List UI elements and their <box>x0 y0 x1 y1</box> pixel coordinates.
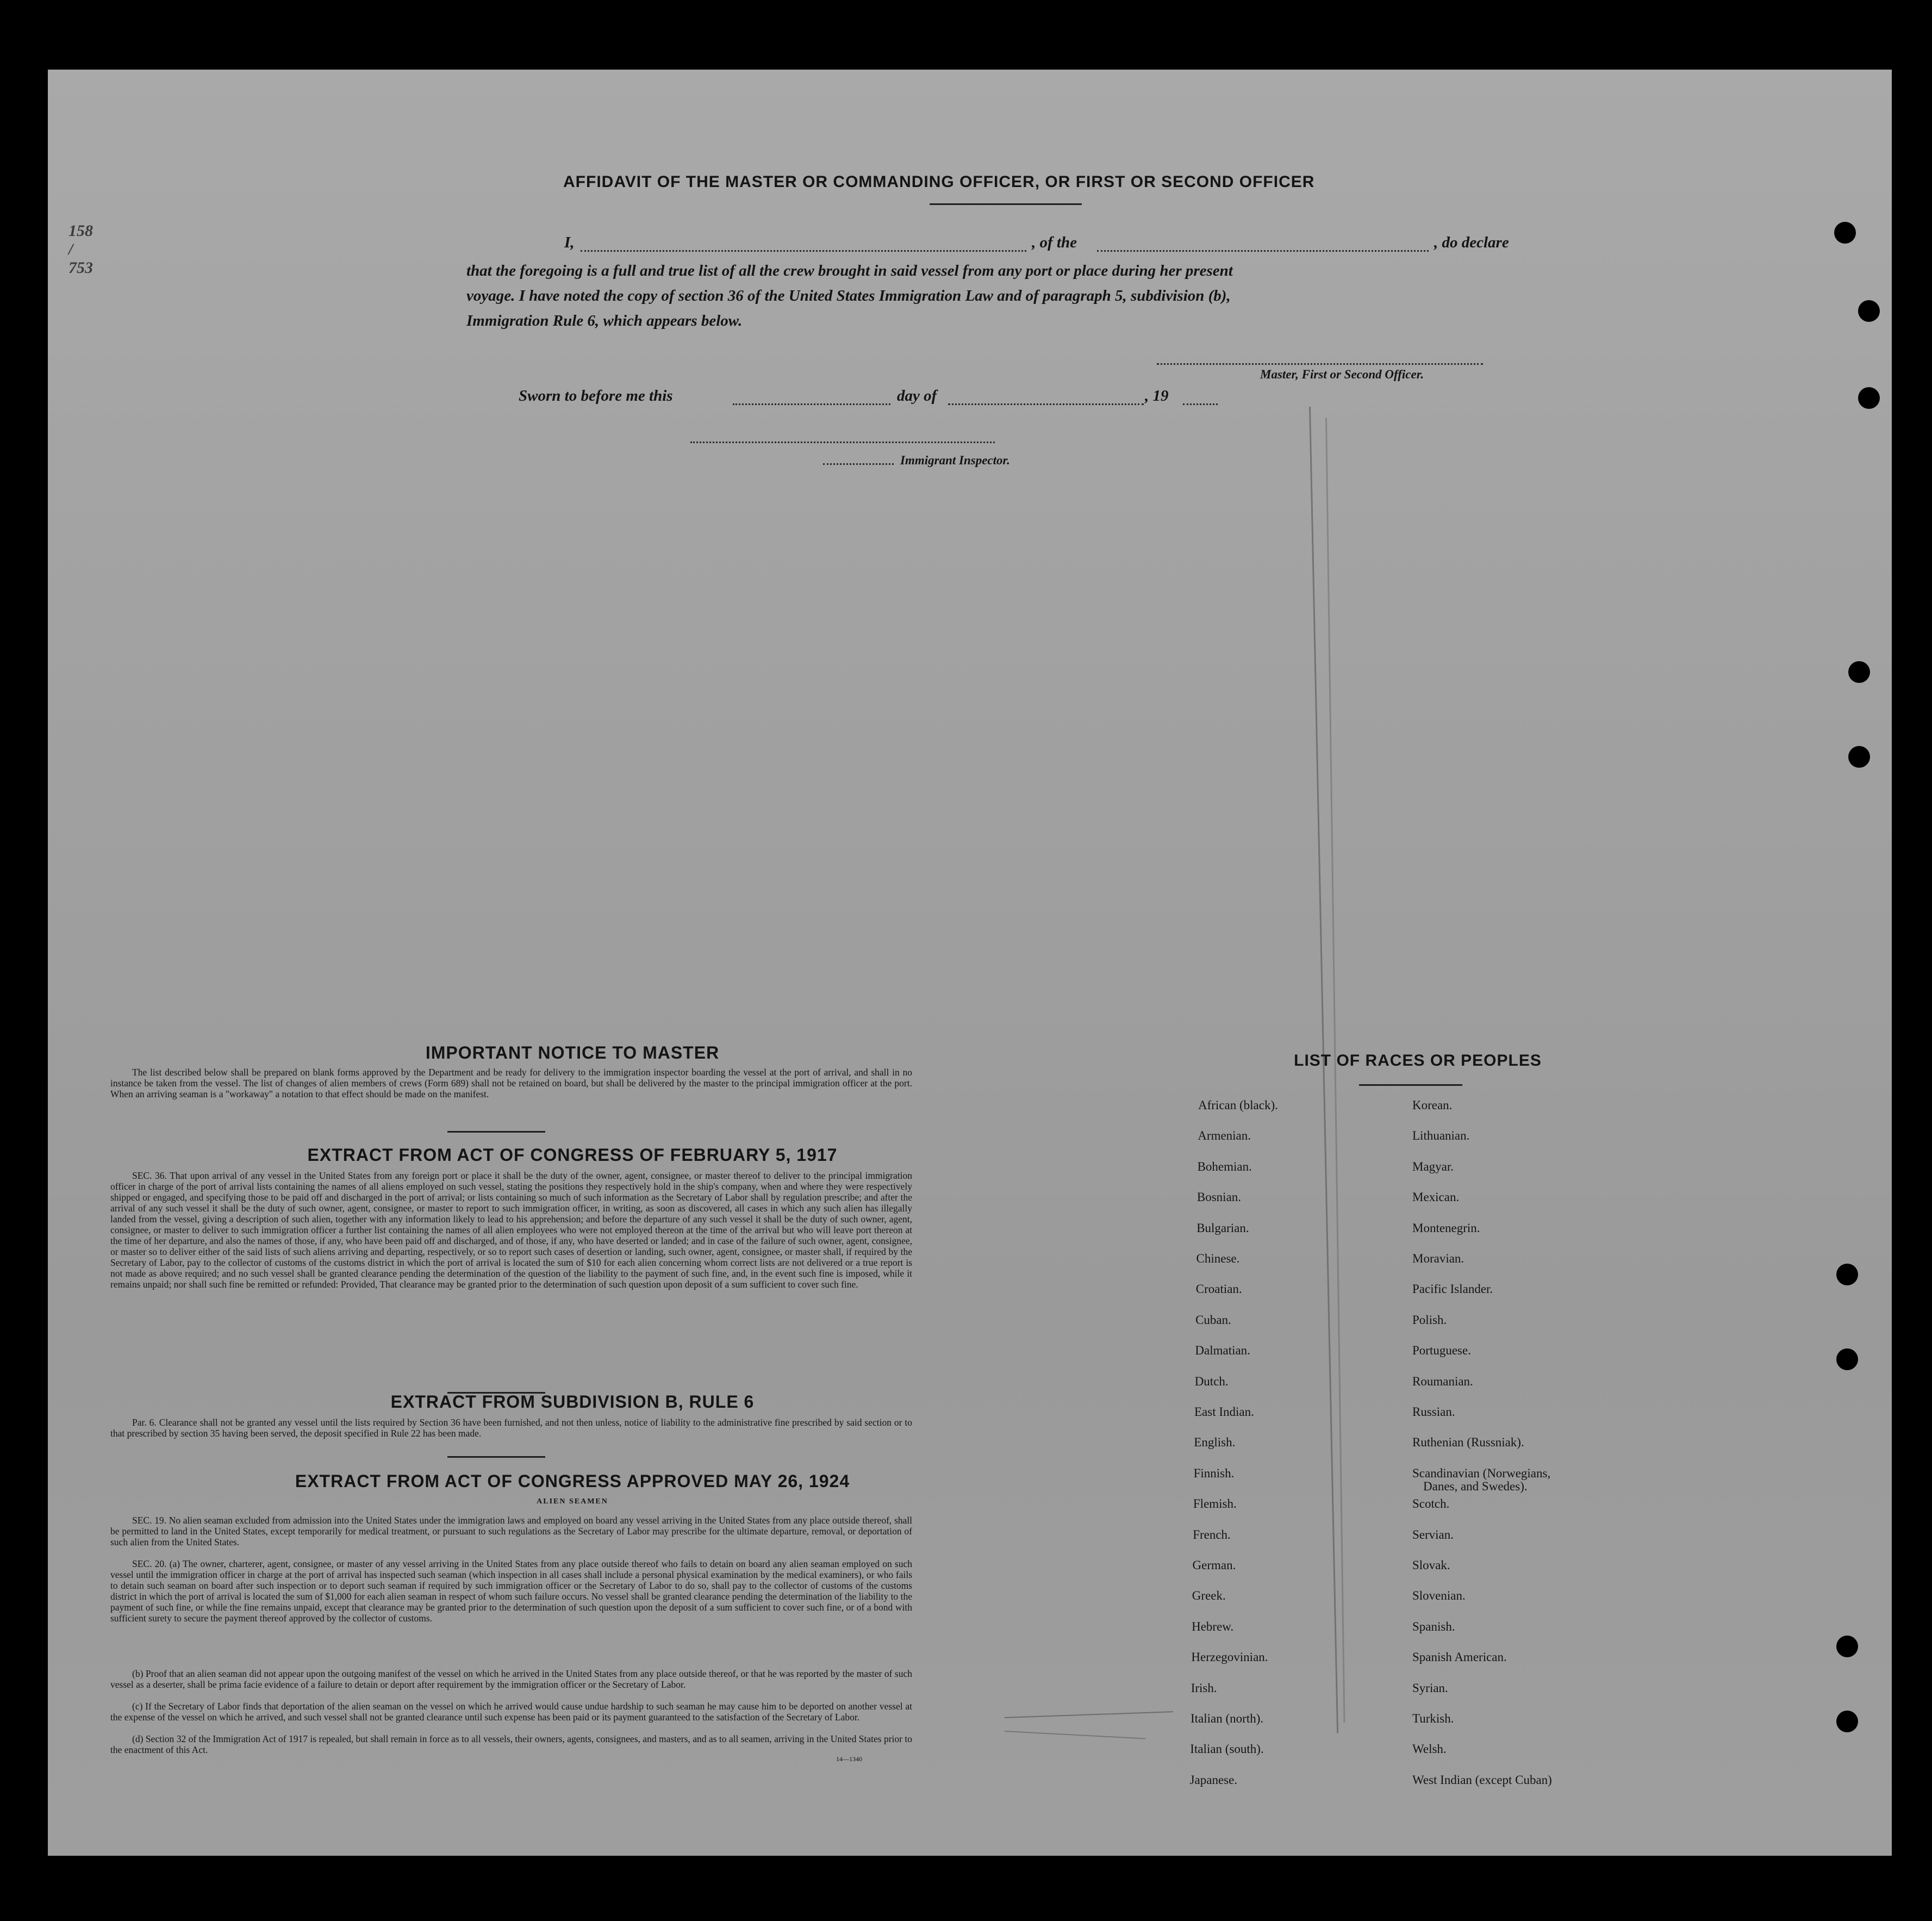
rule6-divider <box>447 1456 545 1458</box>
master-name-field[interactable] <box>581 250 1026 252</box>
affidavit-title: AFFIDAVIT OF THE MASTER OR COMMANDING OFFICER, OR FIRST OR SECOND OFFICER <box>563 173 1315 191</box>
extract-1924-sec19: SEC. 19. No alien seaman excluded from admission into the United States under the immigration laws and employed on board any vessel arriving in the United States from any place outside thereof, shall be permitted to land in the United States, except temporarily for medical treatment, or pursuant to such regulations as the Secretary of Labor may prescribe for the ultimate departure, removal, or deportation of such alien from the United States. <box>110 1515 912 1547</box>
sworn-year: , 19 <box>1145 387 1169 405</box>
race-item: African (black). <box>1198 1098 1278 1112</box>
race-item: Irish. <box>1191 1681 1217 1695</box>
notice-divider <box>447 1131 545 1133</box>
punch-hole <box>1836 1264 1858 1285</box>
race-item: Dalmatian. <box>1195 1344 1250 1358</box>
alien-seamen-subtitle: ALIEN SEAMEN <box>537 1497 608 1506</box>
race-item: Servian. <box>1412 1527 1454 1541</box>
punch-hole <box>1836 1636 1858 1657</box>
inspector-signature-line[interactable] <box>690 442 995 443</box>
race-item: Hebrew. <box>1192 1619 1234 1633</box>
punch-hole <box>1836 1348 1858 1370</box>
race-item: Montenegrin. <box>1412 1221 1480 1235</box>
punch-hole <box>1858 387 1880 409</box>
race-item: Italian (south). <box>1190 1742 1264 1756</box>
punch-hole <box>1848 746 1870 768</box>
master-signature-line[interactable] <box>1157 363 1483 365</box>
race-item: English. <box>1194 1435 1236 1450</box>
race-item: Pacific Islander. <box>1412 1282 1493 1296</box>
race-item: Russian. <box>1412 1405 1455 1419</box>
race-item: West Indian (except Cuban) <box>1412 1773 1552 1787</box>
race-item: German. <box>1192 1558 1236 1572</box>
handwritten-scrawl <box>1005 1711 1173 1718</box>
race-item: Italian (north). <box>1191 1712 1264 1725</box>
race-item: Croatian. <box>1195 1282 1242 1296</box>
race-item: Chinese. <box>1196 1252 1240 1265</box>
extract-1924-sec20b: (b) Proof that an alien seaman did not appear upon the outgoing manifest of the vessel on which he arrived in the United States from any place outside thereof, or that he was reported by the master of such vessel as a deserter, shall be prima facie evidence of a failure to detain or deport after requirement by the immigration officer or the Secretary of Labor. <box>110 1668 912 1690</box>
punch-hole <box>1858 300 1880 322</box>
sworn-month-field[interactable] <box>948 403 1144 405</box>
race-item: Flemish. <box>1193 1497 1237 1511</box>
inspector-caption: Immigrant Inspector. <box>900 453 1010 467</box>
race-item: Syrian. <box>1412 1681 1448 1695</box>
affidavit-line-1 <box>564 234 1554 253</box>
race-item: Armenian. <box>1198 1129 1251 1143</box>
race-item: Scandinavian (Norwegians, <box>1412 1466 1551 1480</box>
sworn-text: Sworn to before me this <box>519 387 673 405</box>
race-item: Korean. <box>1412 1098 1453 1112</box>
race-item: Japanese. <box>1189 1773 1238 1787</box>
punch-hole <box>1848 661 1870 683</box>
master-signature-caption: Master, First or Second Officer. <box>1260 368 1424 381</box>
race-item: Ruthenian (Russniak). <box>1412 1435 1524 1450</box>
form-number: 14—1340 <box>836 1755 862 1763</box>
race-item: Polish. <box>1412 1313 1447 1327</box>
race-item: Dutch. <box>1194 1374 1229 1388</box>
race-item: East Indian. <box>1194 1405 1254 1419</box>
extract-1924-title: EXTRACT FROM ACT OF CONGRESS APPROVED MAY 26, 1924 <box>295 1471 850 1491</box>
punch-hole <box>1836 1711 1858 1732</box>
race-item: Bulgarian. <box>1196 1221 1249 1235</box>
affidavit-line-4: Immigration Rule 6, which appears below. <box>466 312 743 330</box>
race-item: French. <box>1193 1527 1231 1541</box>
punch-hole <box>1834 222 1856 244</box>
rule6-body: Par. 6. Clearance shall not be granted any vessel until the lists required by Section 36 have been furnished, and not then unless, notice of liability to the administrative fine prescribed by said section or to that prescribed by section 35 having been served, the deposit specified in Rule 22 has been made. <box>110 1417 912 1439</box>
affidavit-line-2: that the foregoing is a full and true list of all the crew brought in said vessel from any port or place during her present <box>466 262 1233 279</box>
race-item: Turkish. <box>1412 1712 1454 1725</box>
race-item: Moravian. <box>1412 1252 1464 1265</box>
race-item: Herzegovinian. <box>1191 1650 1268 1664</box>
race-item: Danes, and Swedes). <box>1423 1479 1528 1493</box>
sworn-day-of: day of <box>897 387 937 405</box>
sworn-line <box>519 387 1225 409</box>
rule6-title: EXTRACT FROM SUBDIVISION B, RULE 6 <box>390 1392 755 1412</box>
manifest-page <box>48 70 1892 1856</box>
affidavit-line-3: voyage. I have noted the copy of section 36 of the United States Immigration Law and of paragraph 5, subdivision (b), <box>466 287 1231 304</box>
extract-1924-sec20c: (c) If the Secretary of Labor finds that deportation of the alien seaman on the vessel on which he arrived would cause undue hardship to such seaman he may cause him to be deported on another vessel at the expense of the vessel on which he arrived, and such vessel shall not be granted clearance until such expense has been paid or its payment guaranteed to the satisfaction of the Secretary of Labor. <box>110 1701 912 1723</box>
race-item: Greek. <box>1192 1589 1226 1603</box>
sworn-day-field[interactable] <box>733 403 890 405</box>
affidavit-of-the: , of the <box>1032 234 1077 251</box>
extract-1917-body: SEC. 36. That upon arrival of any vessel in the United States from any foreign port or place it shall be the duty of the owner, agent, consignee, or master thereof to deliver to the principal immigration officer in charge of the port of arrival lists containing the names of all aliens employed on such vessel, stating the positions they respectively hold in the ship's company, when and where they were respectively shipped or engaged, and specifying those to be paid off and discharged in the port of arrival; or lists containing so much of such information as the Secretary of Labor shall by regulation prescribe; and after the arrival of any such vessel it shall be the duty of such owner, agent, consignee, or master to report to such immigration officer, in writing, as soon as discovered, all cases in which any such alien has illegally landed from the vessel, giving a description of such alien, together with any information likely to lead to his apprehension; and before the departure of any such vessel it shall be the duty of such owner, agent, consignee, or master to deliver to such immigration officer a further list containing the names of all alien employees who were not employed thereon at the time of the arrival but who will leave port thereon at the time of her departure, and also the names of those, if any, who have been paid off and discharged, and of those, if any, who have deserted or landed; and in case of the failure of such owner, agent, consignee, or master so to deliver either of the said lists of such aliens arriving and departing, respectively, or so to report such cases of desertion or landing, such owner, agent, consignee, or master shall, if required by the Secretary of Labor, pay to the collector of customs of the customs district in which the port of arrival is located the sum of $10 for each alien concerning whom correct lists are not delivered or a true report is not made as above required; and no such vessel shall be granted clearance pending the determination of the question of the liability to the payment of such fine, and, in the event such fine is imposed, while it remains unpaid; nor shall such fine be remitted or refunded: Provided, That clearance may be granted prior to the determination of such question upon deposit of a sum sufficient to cover such fine. <box>110 1170 912 1290</box>
race-item: Slovenian. <box>1412 1589 1466 1603</box>
race-item: Finnish. <box>1193 1466 1235 1480</box>
affidavit-i: I, <box>564 234 575 251</box>
race-item: Bohemian. <box>1197 1159 1252 1173</box>
affidavit-declare: , do declare <box>1434 234 1509 251</box>
extract-1917-title: EXTRACT FROM ACT OF CONGRESS OF FEBRUARY 5, 1917 <box>307 1145 838 1165</box>
notice-body: The list described below shall be prepared on blank forms approved by the Department and be ready for delivery to the immigration inspector boarding the vessel at the port of arrival, and shall in no instance be taken from the vessel. The list of changes of alien members of crews (Form 689) shall not be retained on board, but shall be delivered by the master to the principal immigration officer at the port. When an arriving seaman is a "workaway" a notation to that effect should be made on the manifest. <box>110 1067 912 1099</box>
extract-1924-sec20d: (d) Section 32 of the Immigration Act of 1917 is repealed, but shall remain in force as to all vessels, their owners, agents, consignees, and masters, and as to all seamen, arriving in the United States prior to the enactment of this Act. <box>110 1733 912 1755</box>
extract-1924-sec20a: SEC. 20. (a) The owner, charterer, agent, consignee, or master of any vessel arriving in the United States from any place outside thereof who fails to detain on board any alien seaman employed on such vessel until the immigration officer in charge at the port of arrival has inspected such seaman (which inspection in all cases shall include a personal physical examination by the medical examiners), or who fails to detain such seaman on board after such inspection or to deport such seaman if required by such immigration officer or the Secretary of Labor to do so, shall pay to the collector of customs of the customs district in which the port of arrival is located the sum of $1,000 for each alien seaman in respect of whom such failure occurs. No vessel shall be granted clearance pending the determination of the liability to the payment of such fine, or while the fine remains unpaid, except that clearance may be granted prior to the determination of such question upon the deposit of a sum sufficient to cover such fine, or of a bond with sufficient surety to secure the payment thereof approved by the collector of customs. <box>110 1558 912 1624</box>
vessel-name-field[interactable] <box>1097 250 1429 252</box>
race-item: Spanish. <box>1412 1619 1455 1633</box>
race-item: Roumanian. <box>1412 1374 1473 1388</box>
race-item: Lithuanian. <box>1412 1129 1470 1143</box>
race-item: Bosnian. <box>1196 1190 1242 1204</box>
race-item: Magyar. <box>1412 1159 1454 1173</box>
title-underline <box>930 203 1082 205</box>
race-item: Cuban. <box>1195 1313 1231 1327</box>
race-item: Welsh. <box>1412 1742 1447 1756</box>
margin-handwritten-note: 158 / 753 <box>68 222 93 277</box>
race-item: Mexican. <box>1412 1190 1460 1204</box>
race-item: Scotch. <box>1412 1497 1450 1511</box>
race-item: Portuguese. <box>1412 1344 1471 1358</box>
inspector-dash-line <box>823 463 894 465</box>
notice-title: IMPORTANT NOTICE TO MASTER <box>425 1043 720 1062</box>
race-item: Spanish American. <box>1412 1650 1507 1664</box>
races-title: LIST OF RACES OR PEOPLES <box>1294 1052 1542 1070</box>
sworn-year-field[interactable] <box>1183 403 1218 405</box>
races-divider <box>1359 1084 1462 1086</box>
handwritten-scrawl <box>1005 1731 1146 1739</box>
race-item: Slovak. <box>1412 1558 1450 1572</box>
